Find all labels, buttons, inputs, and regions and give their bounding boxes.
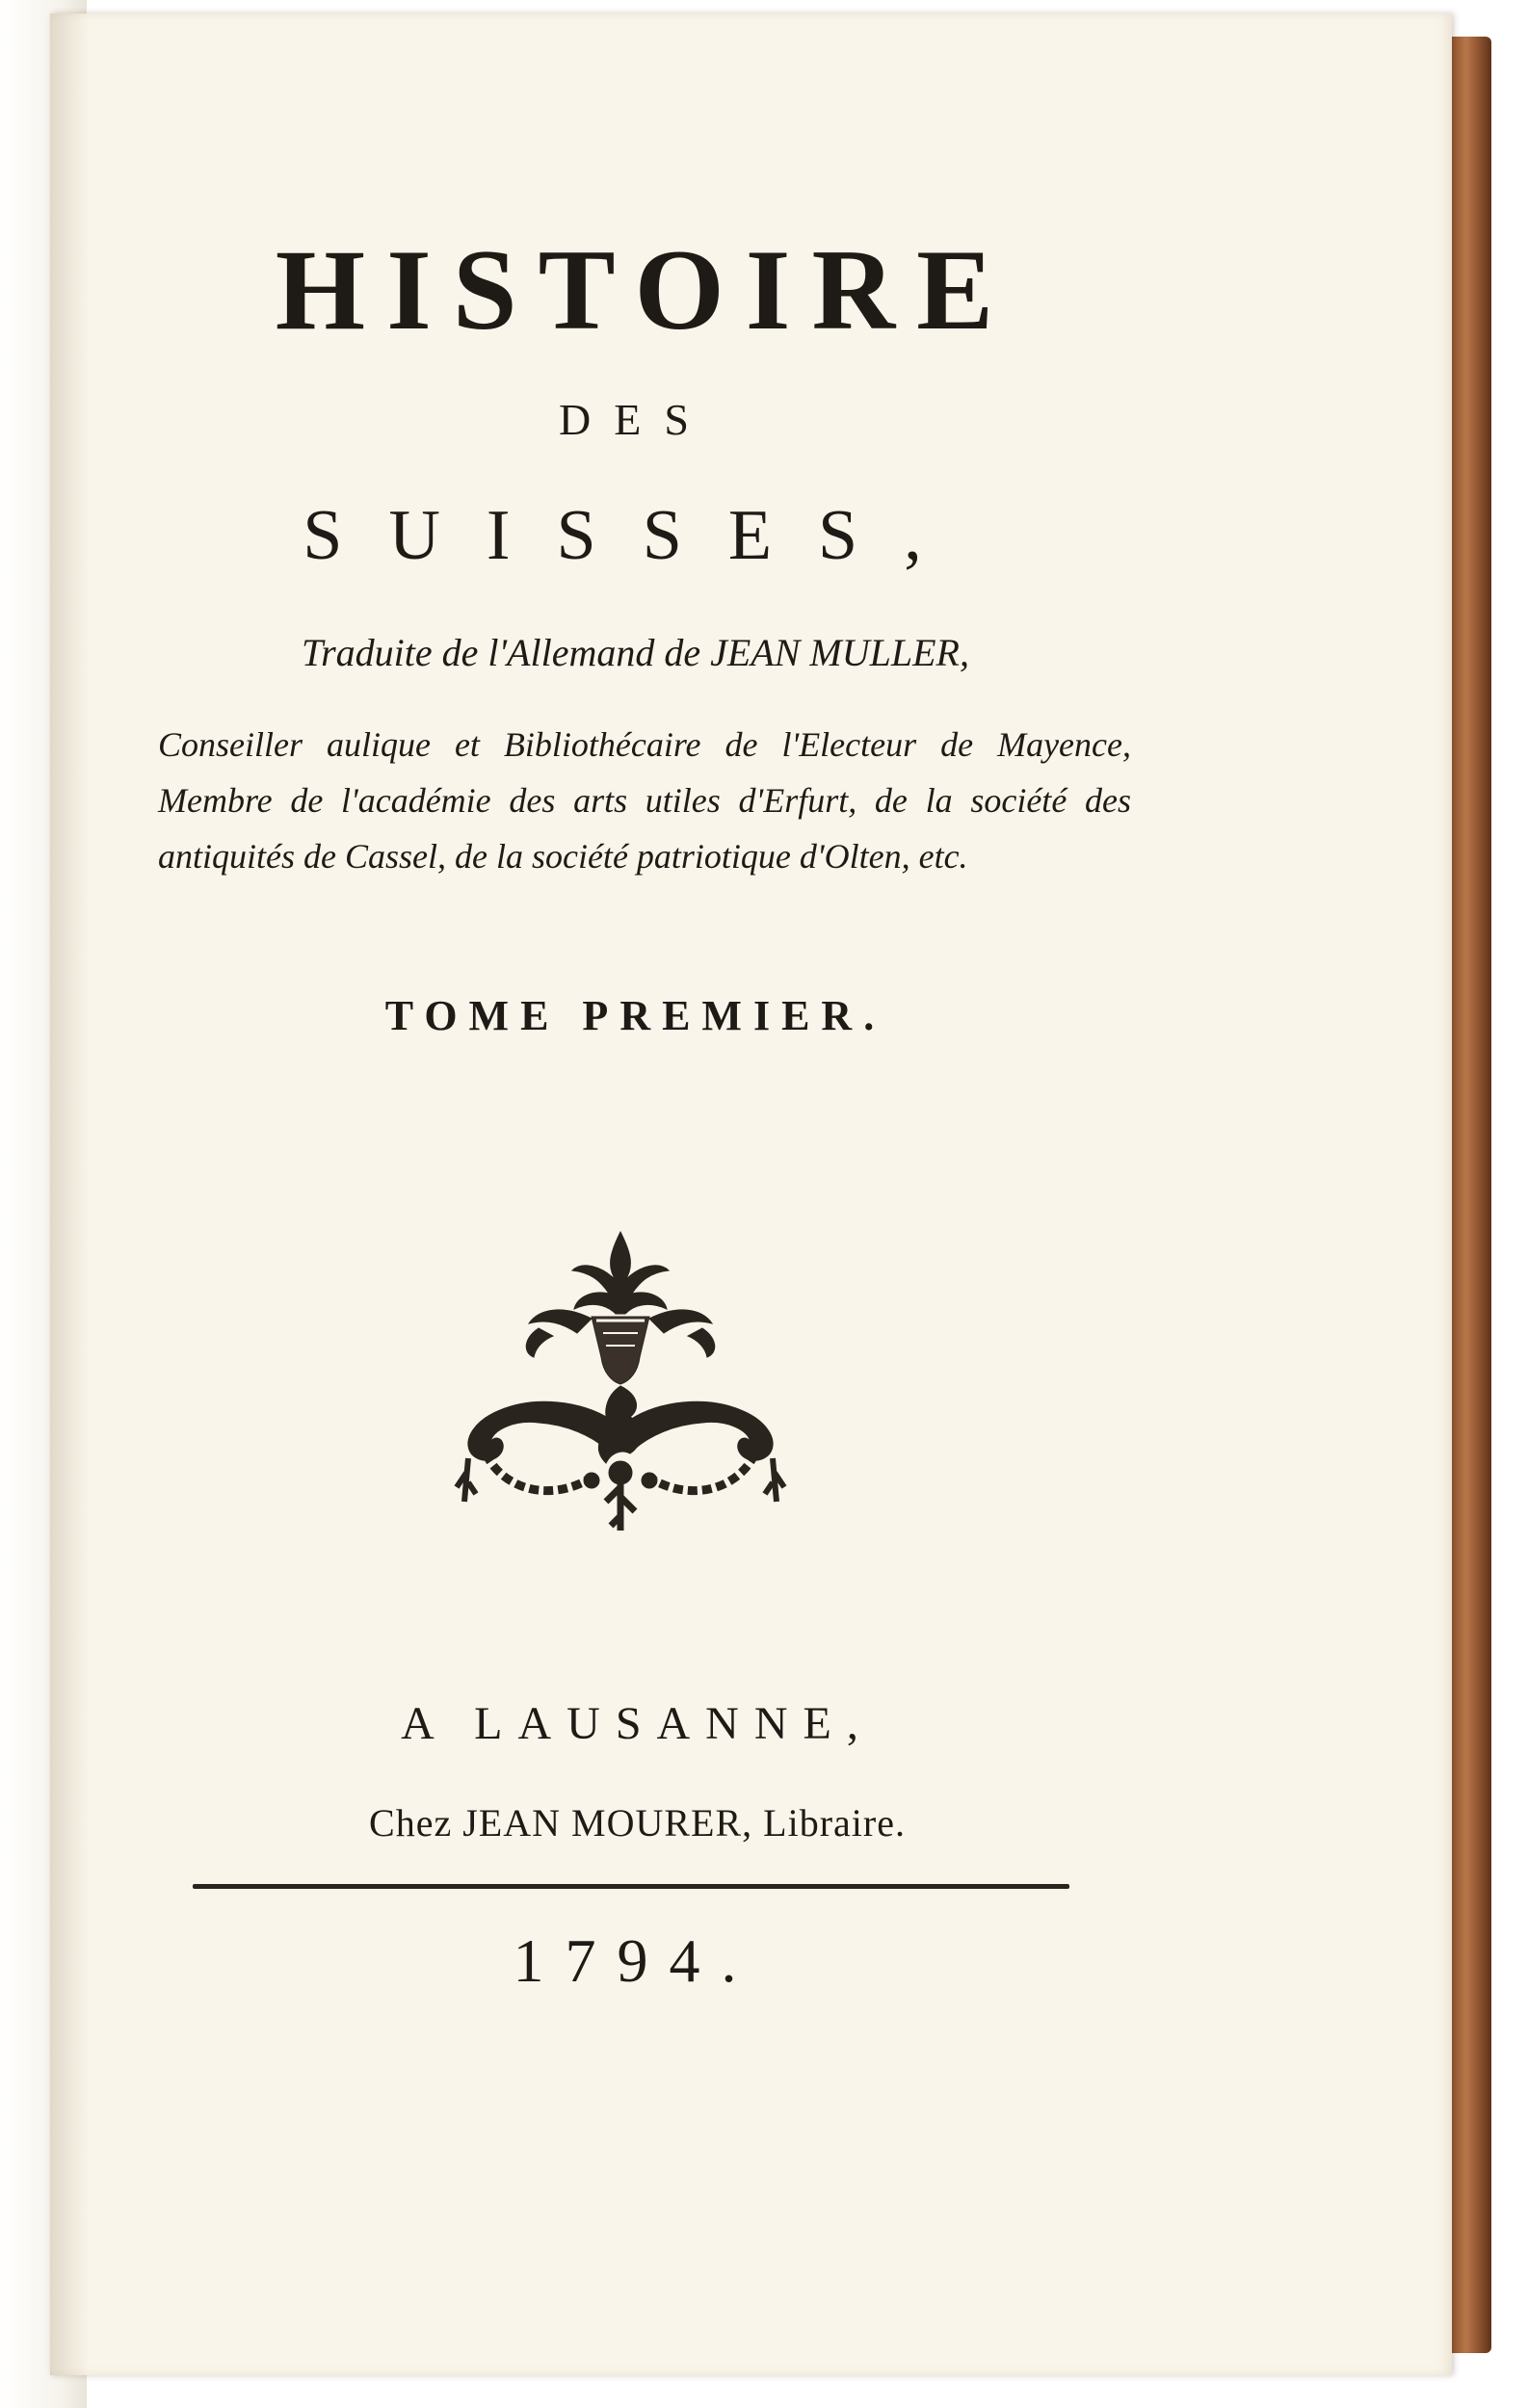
- translator-line: Traduite de l'Allemand de JEAN MULLER,: [302, 631, 969, 674]
- divider-rule: [193, 1884, 1069, 1889]
- book-subject: SUISSES,: [303, 496, 968, 575]
- book-title: HISTOIRE: [275, 225, 1015, 353]
- volume-label: TOME PREMIER.: [384, 992, 886, 1039]
- publication-year: 1794.: [513, 1926, 758, 1995]
- title-connector: DES: [559, 395, 712, 444]
- place-of-publication: A LAUSANNE,: [401, 1698, 874, 1749]
- author-titles: Conseiller aulique et Bibliothécaire de l'Electeur de Mayence, Membre de l'académie des arts utiles d'Erfurt, de la société des antiquités de Cassel, de la société patriotique d'Olten, etc.: [158, 725, 1131, 876]
- ornament-icon: [447, 1213, 794, 1540]
- title-page: [50, 13, 1452, 2375]
- publisher-line: Chez JEAN MOURER, Libraire.: [369, 1801, 906, 1845]
